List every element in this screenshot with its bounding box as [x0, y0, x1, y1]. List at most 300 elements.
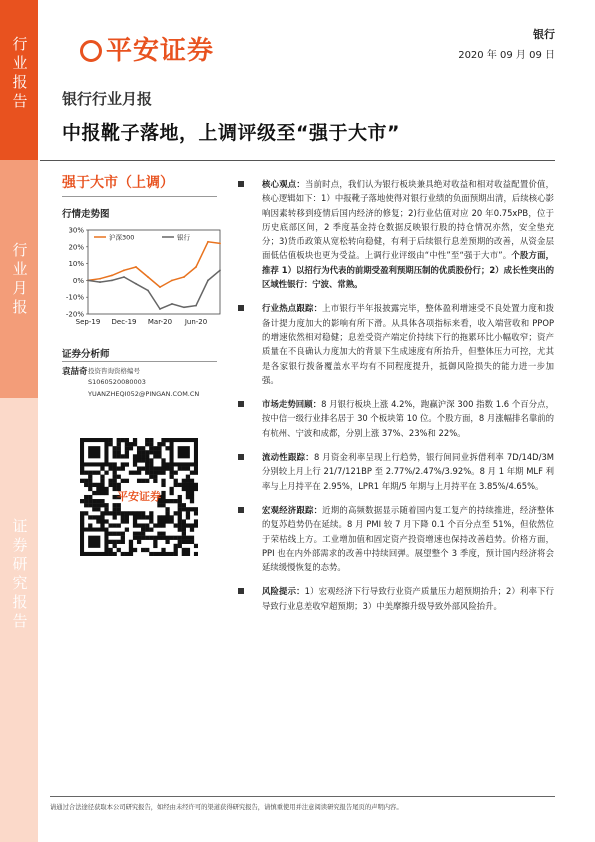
bullet-macro [232, 503, 554, 574]
series-point-0 [183, 276, 185, 278]
footer-disclaimer: 请通过合法途径获取本公司研究报告，如经由未经许可的渠道获得研究报告，请慎重使用并注意阅读研究报告尾页的声明内容。 [50, 804, 403, 811]
qr-module [161, 462, 165, 466]
qr-module [145, 466, 149, 470]
qr-module [141, 450, 145, 454]
qr-module [165, 507, 169, 511]
qr-module [88, 483, 92, 487]
qr-module [186, 548, 190, 552]
qr-module [113, 466, 117, 470]
qr-module [194, 466, 198, 470]
qr-module [92, 503, 96, 507]
qr-module [178, 528, 182, 532]
qr-module [129, 511, 133, 515]
qr-module [190, 495, 194, 499]
series-point-1 [135, 283, 137, 285]
qr-module [117, 548, 121, 552]
qr-finder [178, 446, 190, 458]
qr-module [100, 491, 104, 495]
qr-module [165, 462, 169, 466]
qr-module [133, 532, 137, 536]
qr-module [104, 507, 108, 511]
qr-module [133, 519, 137, 523]
qr-module [117, 438, 121, 442]
qr-module [165, 466, 169, 470]
qr-module [125, 450, 129, 454]
qr-module [104, 471, 108, 475]
qr-module [125, 442, 129, 446]
qr-code [80, 438, 198, 556]
qr-module [88, 523, 92, 527]
series-point-0 [195, 266, 197, 268]
qr-module [161, 495, 165, 499]
qr-module [174, 544, 178, 548]
qr-module [137, 536, 141, 540]
band-report-category [0, 0, 38, 160]
qr-module [133, 438, 137, 442]
qr-module [121, 479, 125, 483]
qr-module [129, 471, 133, 475]
title-divider [40, 160, 555, 161]
qr-module [174, 523, 178, 527]
qr-module [113, 515, 117, 519]
company-logo [80, 30, 214, 67]
qr-module [190, 483, 194, 487]
qr-module [96, 515, 100, 519]
qr-module [100, 523, 104, 527]
key-points-list [232, 177, 554, 623]
bullet-square-icon [238, 401, 244, 407]
qr-module [117, 454, 121, 458]
y-tick-label: 20% [68, 243, 84, 252]
qr-module [190, 487, 194, 491]
qr-module [145, 471, 149, 475]
qr-module [133, 471, 137, 475]
qr-module [88, 479, 92, 483]
qr-module [100, 515, 104, 519]
qr-module [84, 495, 88, 499]
qr-module [80, 515, 84, 519]
qr-module [190, 540, 194, 544]
qr-module [145, 442, 149, 446]
qr-module [157, 552, 161, 556]
qr-module [141, 446, 145, 450]
qr-module [92, 507, 96, 511]
qr-module [178, 544, 182, 548]
analyst-email: YUANZHEQI052@PINGAN.COM.CN [88, 390, 200, 398]
qr-module [125, 528, 129, 532]
qr-module [92, 499, 96, 503]
plot-frame [88, 230, 220, 314]
band-report-frequency [0, 160, 38, 398]
qr-module [170, 519, 174, 523]
bullet-core-view [232, 177, 554, 291]
qr-module [157, 471, 161, 475]
qr-module [157, 454, 161, 458]
qr-module [149, 536, 153, 540]
qr-module [186, 552, 190, 556]
analyst-license-label: 投资咨询资格编号 [88, 367, 140, 375]
qr-module [161, 483, 165, 487]
qr-module [117, 466, 121, 470]
qr-module [145, 515, 149, 519]
qr-module [133, 462, 137, 466]
footer-divider [50, 796, 555, 797]
series-point-0 [219, 243, 221, 245]
qr-module [96, 507, 100, 511]
qr-module [113, 532, 117, 536]
qr-module [129, 548, 133, 552]
qr-module [80, 519, 84, 523]
qr-module [129, 540, 133, 544]
band-label-monthly: 行业月报 [10, 242, 29, 318]
qr-module [125, 519, 129, 523]
qr-module [88, 487, 92, 491]
band-label-research: 证券研究报告 [10, 518, 29, 632]
qr-module [108, 462, 112, 466]
qr-module [165, 438, 169, 442]
qr-module [141, 458, 145, 462]
analyst-license-number: S1060520080003 [88, 378, 146, 386]
qr-module [161, 491, 165, 495]
qr-module [190, 499, 194, 503]
qr-module [170, 487, 174, 491]
qr-module [108, 466, 112, 470]
qr-module [178, 536, 182, 540]
bullet-market-review [232, 397, 554, 440]
qr-module [100, 466, 104, 470]
analyst-heading: 证券分析师 [62, 349, 110, 360]
qr-module [80, 523, 84, 527]
qr-module [84, 471, 88, 475]
qr-module [121, 438, 125, 442]
qr-module [129, 446, 133, 450]
y-tick-label: 30% [68, 226, 84, 235]
qr-module [149, 515, 153, 519]
series-point-0 [99, 278, 101, 280]
qr-module [88, 495, 92, 499]
qr-module [104, 519, 108, 523]
qr-module [149, 511, 153, 515]
qr-module [137, 466, 141, 470]
qr-module [145, 450, 149, 454]
series-point-1 [87, 280, 89, 282]
qr-module [182, 507, 186, 511]
qr-module [113, 471, 117, 475]
qr-module [186, 507, 190, 511]
qr-module [80, 466, 84, 470]
qr-module [100, 475, 104, 479]
qr-module [190, 471, 194, 475]
series-point-0 [159, 286, 161, 288]
qr-module [96, 491, 100, 495]
series-point-1 [219, 269, 221, 271]
qr-module [165, 446, 169, 450]
bullet-text: 8 月银行板块上涨 4.2%，跑赢沪深 300 指数 1.6 个百分点，按中信一级行业排名居于 30 个板块第 10 位。个股方面，8 月涨幅排名靠前的有杭州、宁波和成都，分别上涨 37%、23%和 22%。 [262, 399, 554, 438]
qr-module [170, 475, 174, 479]
qr-module [174, 536, 178, 540]
qr-module [137, 471, 141, 475]
qr-module [157, 523, 161, 527]
qr-module [161, 499, 165, 503]
qr-module [153, 540, 157, 544]
qr-module [161, 532, 165, 536]
series-point-1 [111, 280, 113, 282]
qr-module [149, 458, 153, 462]
qr-module [149, 528, 153, 532]
qr-module [100, 479, 104, 483]
price-trend-svg [62, 222, 224, 334]
series-point-1 [207, 280, 209, 282]
qr-module [153, 446, 157, 450]
y-tick-label: -10% [65, 293, 84, 302]
qr-module [161, 536, 165, 540]
qr-module [145, 548, 149, 552]
qr-module [145, 536, 149, 540]
rating-divider [62, 196, 217, 197]
qr-module [145, 462, 149, 466]
qr-module [113, 503, 117, 507]
series-point-0 [147, 276, 149, 278]
qr-module [170, 499, 174, 503]
qr-module [113, 450, 117, 454]
qr-module [153, 552, 157, 556]
x-tick-label: Mar-20 [147, 318, 173, 326]
qr-module [117, 511, 121, 515]
qr-module [194, 507, 198, 511]
qr-module [96, 519, 100, 523]
qr-module [194, 552, 198, 556]
qr-module [178, 540, 182, 544]
y-tick-label: 0% [72, 276, 84, 285]
qr-module [117, 540, 121, 544]
qr-module [149, 442, 153, 446]
qr-module [174, 479, 178, 483]
qr-module [141, 479, 145, 483]
qr-module [141, 548, 145, 552]
qr-module [178, 523, 182, 527]
qr-module [80, 479, 84, 483]
qr-module [178, 503, 182, 507]
series-point-0 [111, 274, 113, 276]
qr-module [121, 462, 125, 466]
qr-module [157, 450, 161, 454]
qr-module [182, 503, 186, 507]
qr-module [186, 475, 190, 479]
price-trend-chart [62, 222, 224, 334]
qr-module [113, 462, 117, 466]
qr-module [113, 507, 117, 511]
bullet-square-icon [238, 181, 244, 187]
qr-module [141, 515, 145, 519]
qr-module [194, 519, 198, 523]
qr-module [153, 466, 157, 470]
series-point-1 [99, 281, 101, 283]
qr-module [100, 519, 104, 523]
qr-module [178, 466, 182, 470]
series-point-1 [159, 308, 161, 310]
qr-module [100, 503, 104, 507]
qr-module [117, 442, 121, 446]
series-point-1 [183, 306, 185, 308]
qr-module [186, 483, 190, 487]
qr-module [186, 536, 190, 540]
qr-module [108, 523, 112, 527]
qr-module [104, 491, 108, 495]
qr-module [178, 515, 182, 519]
qr-module [170, 536, 174, 540]
qr-module [108, 442, 112, 446]
qr-module [121, 454, 125, 458]
report-type: 银行行业月报 [62, 90, 153, 108]
qr-module [149, 471, 153, 475]
qr-module [161, 548, 165, 552]
qr-module [92, 491, 96, 495]
qr-module [88, 475, 92, 479]
qr-module [100, 487, 104, 491]
qr-module [161, 479, 165, 483]
qr-module [149, 446, 153, 450]
qr-module [129, 552, 133, 556]
qr-module [129, 544, 133, 548]
qr-module [149, 466, 153, 470]
bullet-label: 核心观点： [262, 179, 305, 189]
qr-module [137, 454, 141, 458]
qr-module [108, 540, 112, 544]
qr-module [141, 536, 145, 540]
qr-module [165, 536, 169, 540]
qr-module [137, 511, 141, 515]
qr-module [161, 471, 165, 475]
qr-module [149, 475, 153, 479]
bullet-square-icon [238, 454, 244, 460]
qr-module [141, 532, 145, 536]
bullet-text: 8 月资金利率呈现上行趋势，银行间同业拆借利率 7D/14D/3M 分别较上月上行 21/7/121BP 至 2.77%/2.47%/3.92%。8 月 1 年期 MLF 利率与上月持平在 2.95%，LPR1 年期/5 年期与上月持平在 3.85%/4.65%。 [262, 452, 555, 491]
qr-module [182, 479, 186, 483]
qr-module [113, 475, 117, 479]
bullet-recommendation: 个股方面，推荐 1）以招行为代表的前期受盈利预期压制的优质股份行；2）成长性突出的区域性银行：宁波、常熟。 [262, 250, 555, 290]
qr-module [190, 523, 194, 527]
qr-module [108, 479, 112, 483]
qr-module [186, 466, 190, 470]
qr-module [190, 536, 194, 540]
qr-module [161, 442, 165, 446]
logo-text: 平安证券 [106, 36, 215, 66]
band-report-kind [0, 398, 38, 842]
report-title: 中报靴子落地，上调评级至“强于大市” [62, 122, 400, 144]
qr-module [182, 466, 186, 470]
qr-module [178, 507, 182, 511]
bullet-label: 流动性跟踪： [262, 452, 314, 463]
bullet-industry-hotspot [232, 301, 554, 387]
qr-module [194, 523, 198, 527]
qr-module [121, 532, 125, 536]
qr-module [194, 544, 198, 548]
qr-module [186, 540, 190, 544]
qr-module [117, 483, 121, 487]
bullet-risk [232, 584, 554, 613]
qr-module [170, 471, 174, 475]
qr-module [165, 515, 169, 519]
legend-label-1: 银行 [177, 233, 190, 242]
bullet-label: 行业热点跟踪： [262, 303, 323, 314]
qr-module [182, 487, 186, 491]
qr-module [161, 458, 165, 462]
qr-module [174, 471, 178, 475]
bullet-square-icon [238, 507, 244, 513]
qr-module [165, 519, 169, 523]
qr-module [96, 487, 100, 491]
qr-module [149, 438, 153, 442]
qr-module [178, 495, 182, 499]
qr-module [96, 503, 100, 507]
qr-module [145, 479, 149, 483]
qr-module [145, 528, 149, 532]
qr-module [113, 454, 117, 458]
qr-module [170, 552, 174, 556]
qr-module [186, 511, 190, 515]
qr-module [153, 523, 157, 527]
qr-module [170, 491, 174, 495]
qr-module [84, 503, 88, 507]
qr-module [178, 499, 182, 503]
qr-module [182, 536, 186, 540]
qr-module [186, 515, 190, 519]
bullet-label: 市场走势回顾： [262, 399, 322, 410]
qr-module [182, 540, 186, 544]
qr-module [104, 511, 108, 515]
qr-module [133, 458, 137, 462]
qr-module [145, 454, 149, 458]
qr-module [137, 532, 141, 536]
bullet-label: 宏观经济跟踪： [262, 504, 323, 515]
qr-module [178, 519, 182, 523]
qr-module [108, 552, 112, 556]
qr-module [178, 511, 182, 515]
series-point-1 [147, 290, 149, 292]
qr-module [113, 511, 117, 515]
qr-module [186, 487, 190, 491]
qr-module [84, 479, 88, 483]
qr-module [125, 511, 129, 515]
bullet-text: 1）宏观经济下行导致行业资产质量压力超预期抬升；2）利率下行导致行业息差收窄超预期；3）中美摩擦升级导致外部风险抬升。 [262, 586, 555, 611]
qr-module [113, 479, 117, 483]
qr-module [161, 466, 165, 470]
qr-module [133, 523, 137, 527]
qr-module [165, 552, 169, 556]
qr-module [157, 515, 161, 519]
x-tick-label: Jun-20 [184, 318, 208, 326]
qr-module [125, 515, 129, 519]
qr-module [182, 548, 186, 552]
series-point-0 [123, 269, 125, 271]
qr-module [141, 528, 145, 532]
qr-module [129, 442, 133, 446]
side-band [0, 0, 38, 842]
band-label-industry-report: 行业报告 [10, 36, 29, 112]
qr-module [80, 471, 84, 475]
qr-module [113, 544, 117, 548]
qr-module [104, 487, 108, 491]
qr-module [186, 495, 190, 499]
qr-module [157, 536, 161, 540]
qr-module [125, 552, 129, 556]
qr-module [100, 499, 104, 503]
qr-module [165, 499, 169, 503]
bullet-square-icon [238, 588, 244, 594]
qr-module [141, 466, 145, 470]
qr-module [108, 532, 112, 536]
qr-module [153, 471, 157, 475]
